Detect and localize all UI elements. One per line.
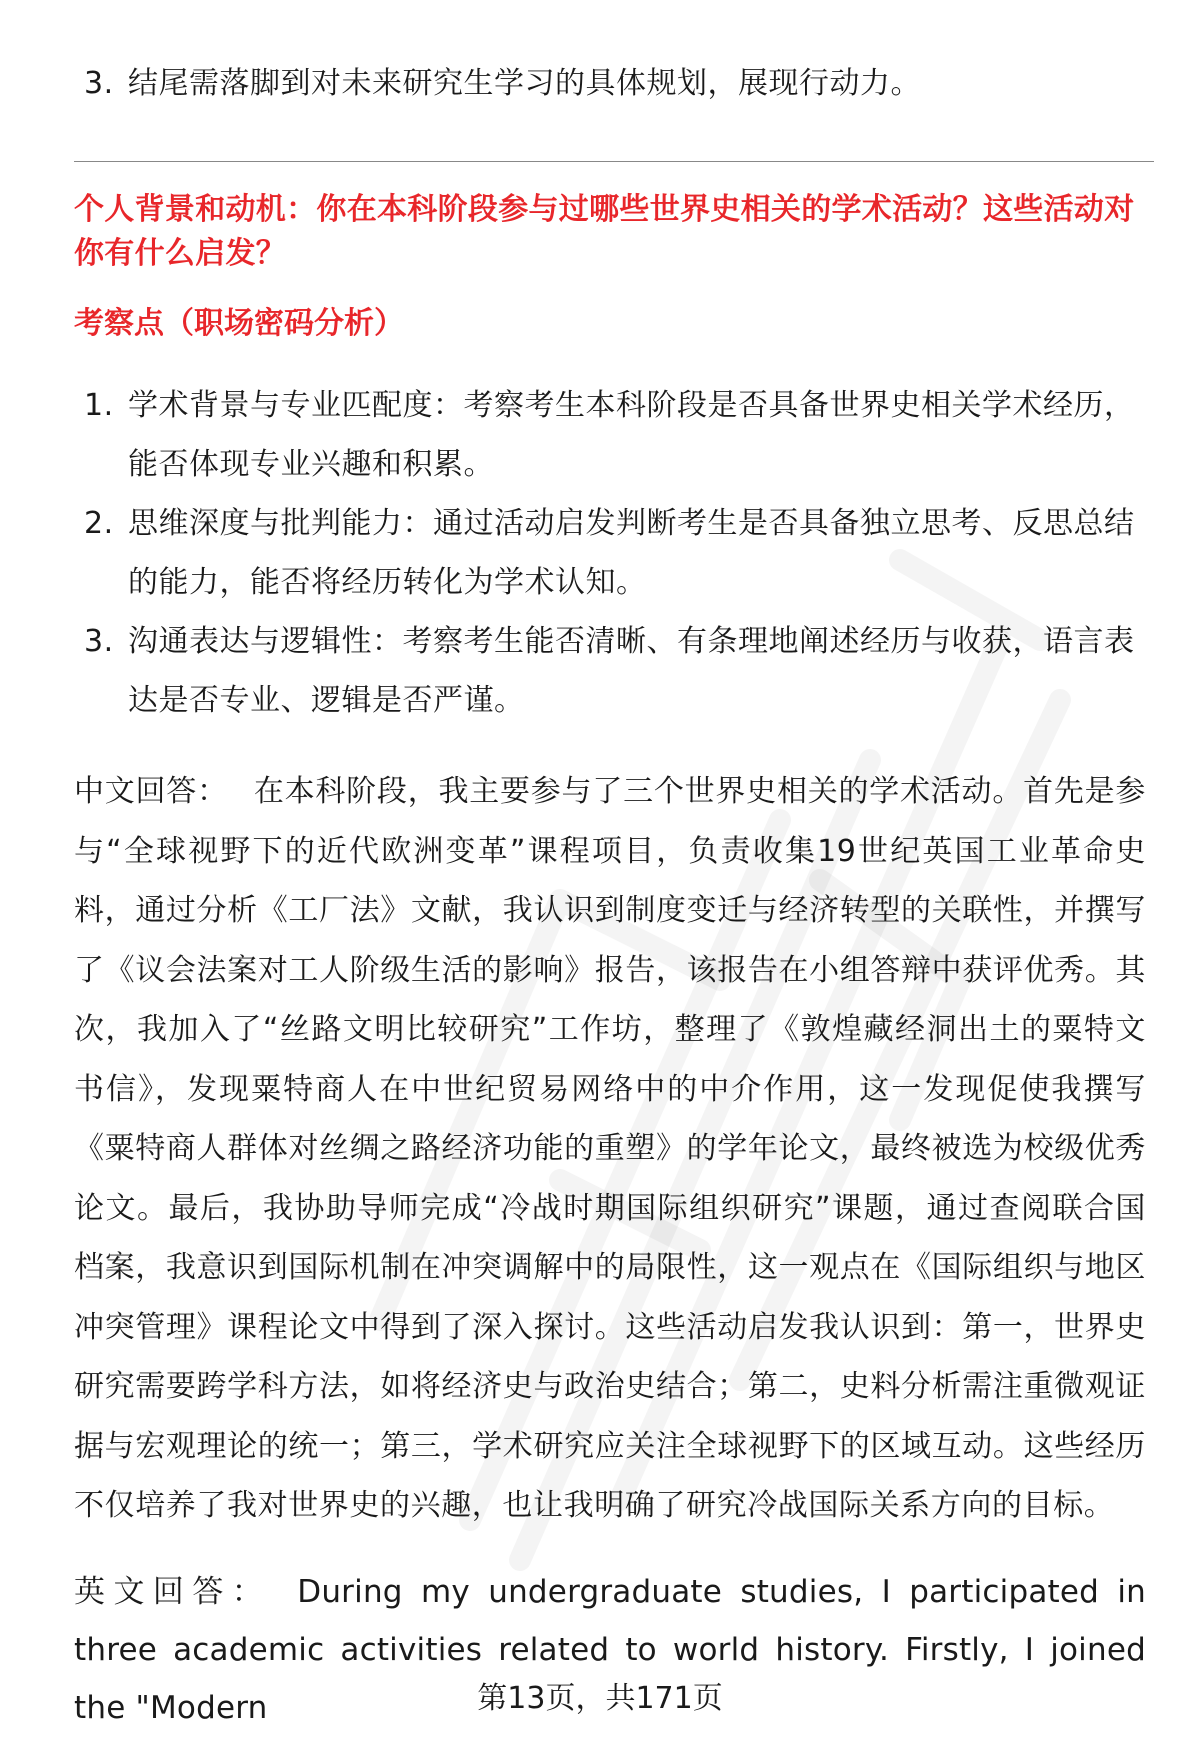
list-item-text: 结尾需落脚到对未来研究生学习的具体规划，展现行动力。: [128, 66, 921, 101]
chinese-answer-text: 在本科阶段，我主要参与了三个世界史相关的学术活动。首先是参与“全球视野下的近代欧洲变革”课程项目，负责收集19世纪英国工业革命史料，通过分析《工厂法》文献，我认识到制度变迁与经济转型的关联性，并撰写了《议会法案对工人阶级生活的影响》报告，该报告在小组答辩中获评优秀。其次，我加入了“丝路文明比较研究”工作坊，整理了《敦煌藏经洞出土的粟特文书信》，发现粟特商人在中世纪贸易网络中的中介作用，这一发现促使我撰写《粟特商人群体对丝绸之路经济功能的重塑》的学年论文，最终被选为校级优秀论文。最后，我协助导师完成“冷战时期国际组织研究”课题，通过查阅联合国档案，我意识到国际机制在冲突调解中的局限性，这一观点在《国际组织与地区冲突管理》课程论文中得到了深入探讨。这些活动启发我认识到：第一，世界史研究需要跨学科方法，如将经济史与政治史结合；第二，史料分析需注重微观证据与宏观理论的统一；第三，学术研究应关注全球视野下的区域互动。这些经历不仅培养了我对世界史的兴趣，也让我明确了研究冷战国际关系方向的目标。: [74, 774, 1147, 1523]
english-answer-label: 英文回答：: [74, 1574, 272, 1610]
list-item: [74, 54, 1200, 113]
list-item: [74, 376, 1154, 494]
assessment-list: [74, 376, 1154, 730]
page-footer: 第13页，共171页: [477, 1681, 723, 1716]
list-item-text: 学术背景与专业匹配度：考察考生本科阶段是否具备世界史相关学术经历，能否体现专业兴趣和积累。: [128, 388, 1135, 482]
question-heading: 个人背景和动机：你在本科阶段参与过哪些世界史相关的学术活动？这些活动对你有什么启发？: [74, 192, 1135, 271]
assessment-heading: 考察点（职场密码分析）: [74, 306, 404, 341]
list-item: [74, 494, 1154, 612]
list-number: 1.: [84, 388, 114, 423]
list-number: 3.: [84, 624, 114, 659]
list-item: [74, 612, 1154, 730]
section-divider: [74, 161, 1154, 162]
list-number: 3.: [84, 66, 114, 101]
document-page: [74, 0, 1146, 1755]
chinese-answer-label: 中文回答：: [74, 774, 228, 809]
list-item-text: 思维深度与批判能力：通过活动启发判断考生是否具备独立思考、反思总结的能力，能否将经历转化为学术认知。: [128, 506, 1135, 600]
english-answer-text: During my undergraduate studies, I participated in three academic activities related to world history. Firstly, I joined the "Modern: [74, 1574, 1147, 1726]
chinese-answer: [74, 762, 1146, 1536]
list-item-text: 沟通表达与逻辑性：考察考生能否清晰、有条理地阐述经历与收获，语言表达是否专业、逻辑是否严谨。: [128, 624, 1135, 718]
list-number: 2.: [84, 506, 114, 541]
